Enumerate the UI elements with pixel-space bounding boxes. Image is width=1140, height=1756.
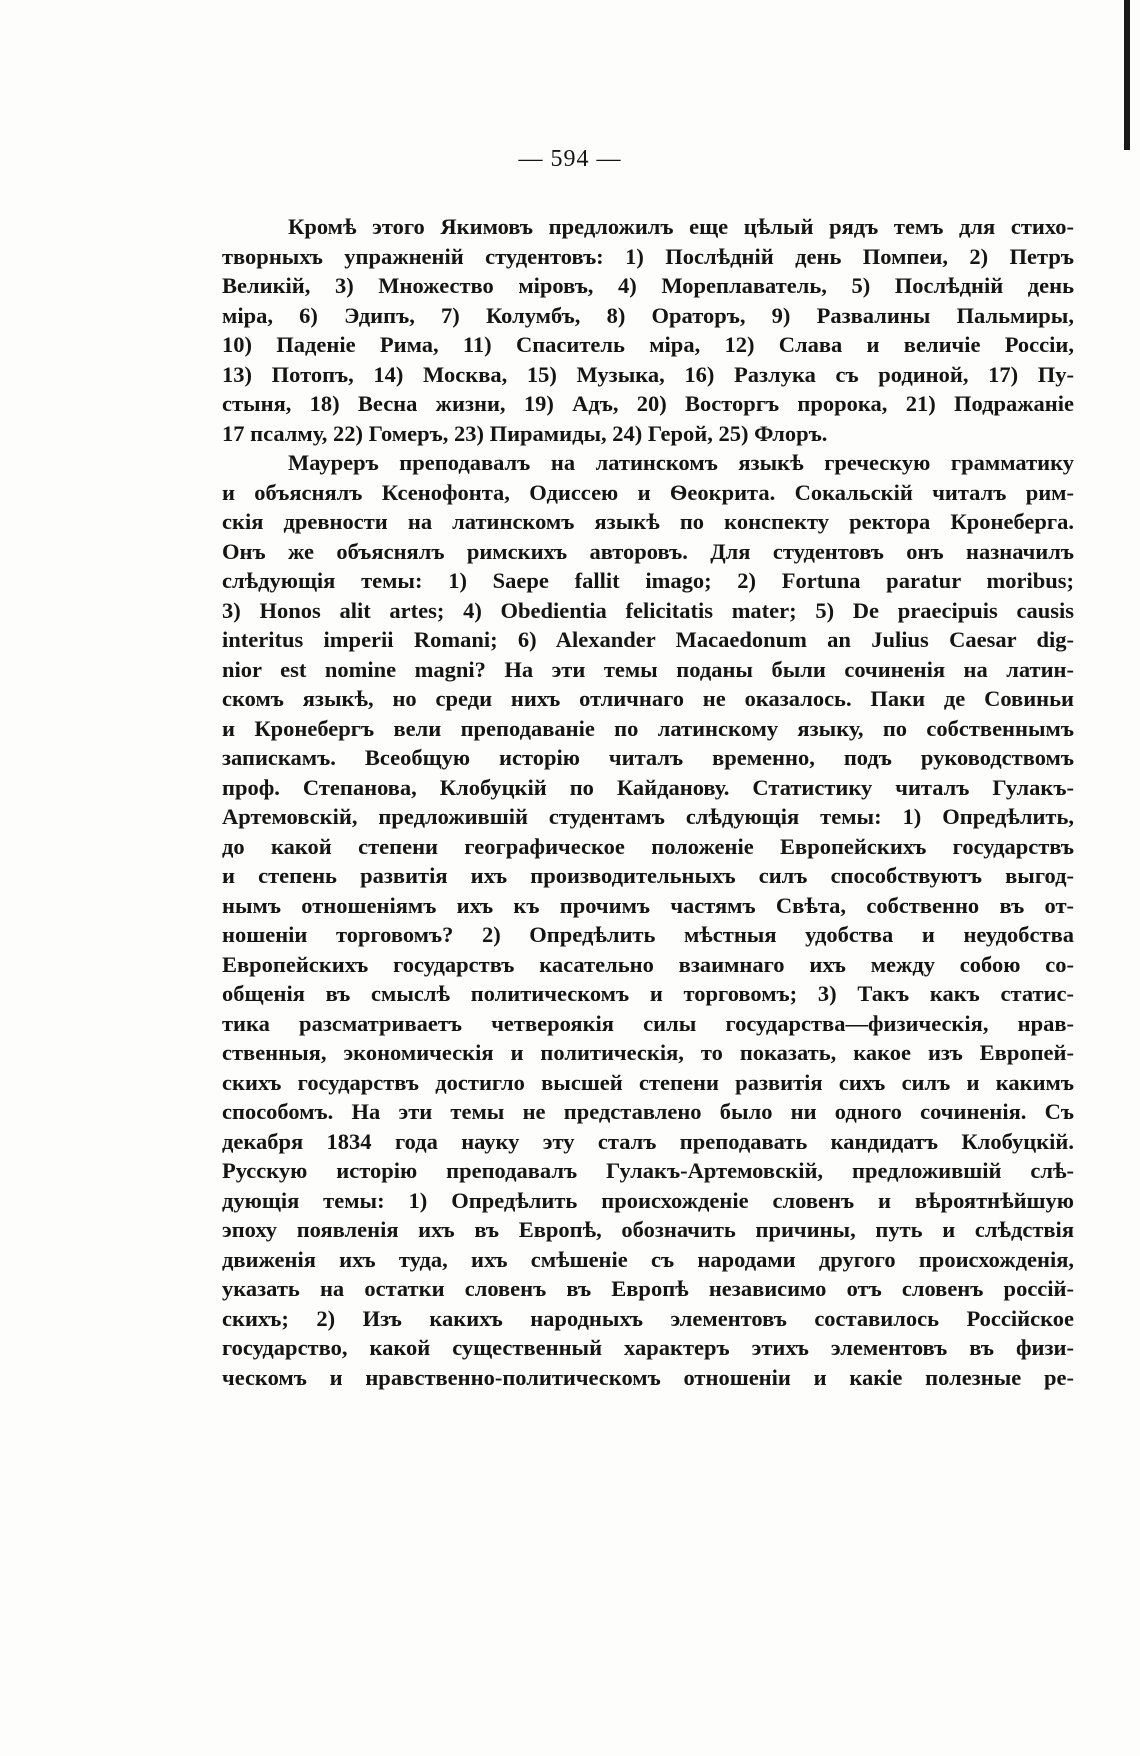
text-line: стыня, 18) Весна жизни, 19) Адъ, 20) Восторгъ пророка, 21) Подражаніе: [222, 391, 1074, 416]
text-line: способомъ. На эти темы не представлено было ни одного сочиненія. Съ: [222, 1099, 1074, 1124]
text-line: запискамъ. Всеобщую исторію читалъ временно, подъ руководствомъ: [222, 745, 1074, 770]
text-line: міра, 6) Эдипъ, 7) Колумбъ, 8) Ораторъ, 9) Развалины Пальмиры,: [222, 302, 1074, 328]
text-line: нымъ отношеніямъ ихъ къ прочимъ частямъ Свѣта, собственно въ от-: [222, 892, 1074, 918]
body-text: [222, 212, 1074, 1392]
text-line: тика разсматриваетъ четвероякія силы государства—физическія, нрав-: [222, 1010, 1074, 1036]
text-line: указать на остатки словенъ въ Европѣ независимо отъ словенъ россій-: [222, 1276, 1074, 1301]
text-line: эпоху появленія ихъ въ Европѣ, обозначить причины, путь и слѣдствія: [222, 1217, 1074, 1242]
text-line: и объяснялъ Ксенофонта, Одиссею и Ѳеокрита. Сокальскій читалъ рим-: [222, 479, 1074, 505]
text-line: ственныя, экономическія и политическія, то показать, какое изъ Европей-: [222, 1040, 1074, 1065]
text-line: 17 псалму, 22) Гомеръ, 23) Пирамиды, 24) Герой, 25) Флоръ.: [222, 420, 828, 446]
text-line: Русскую исторію преподавалъ Гулакъ-Артемовскій, предложившій слѣ-: [222, 1158, 1074, 1183]
text-line: 13) Потопъ, 14) Москва, 15) Музыка, 16) Разлука съ родиной, 17) Пу-: [222, 361, 1074, 387]
text-line: interitus imperii Romani; 6) Alexander Macaedonum an Julius Caesar dig-: [222, 627, 1074, 652]
text-line: и степень развитія ихъ производительныхъ силъ способствуютъ выгод-: [222, 863, 1074, 888]
text-line: Артемовскій, предложившій студентамъ слѣдующія темы: 1) Опредѣлить,: [222, 804, 1074, 829]
text-line: декабря 1834 года науку эту сталъ преподавать кандидатъ Клобуцкій.: [222, 1128, 1074, 1154]
text-line: движенія ихъ туда, ихъ смѣшеніе съ народами другого происхожденія,: [222, 1246, 1074, 1272]
text-line: общенія въ смыслѣ политическомъ и торговомъ; 3) Такъ какъ статис-: [222, 981, 1074, 1006]
text-line: ношеніи торговомъ? 2) Опредѣлить мѣстныя удобства и неудобства: [222, 922, 1074, 947]
text-line: слѣдующія темы: 1) Saepe fallit imago; 2) Fortuna paratur moribus;: [222, 568, 1074, 593]
text-line: Мауреръ преподавалъ на латинскомъ языкѣ греческую грамматику: [288, 450, 1074, 475]
text-line: Кромѣ этого Якимовъ предложилъ еще цѣлый рядъ темъ для стихо-: [288, 214, 1074, 239]
text-line: 3) Honos alit artes; 4) Obedientia felicitatis mater; 5) De praecipuis causis: [222, 597, 1074, 623]
text-line: скихъ государствъ достигло высшей степени развитія сихъ силъ и какимъ: [222, 1069, 1074, 1095]
page-number: — 594 —: [518, 146, 622, 172]
text-line: дующія темы: 1) Опредѣлить происхожденіе словенъ и вѣроятнѣйшую: [222, 1187, 1074, 1213]
text-line: 10) Паденіе Рима, 11) Спаситель міра, 12) Слава и величіе Россіи,: [222, 332, 1074, 357]
text-line: и Кронебергъ вели преподаваніе по латинскому языку, по собственнымъ: [222, 715, 1074, 741]
text-line: государство, какой существенный характеръ этихъ элементовъ въ физи-: [222, 1335, 1074, 1360]
text-line: творныхъ упражненій студентовъ: 1) Послѣдній день Помпеи, 2) Петръ: [222, 243, 1074, 269]
scan-edge-line: [1124, 0, 1130, 150]
text-line: скомъ языкѣ, но среди нихъ отличнаго не оказалось. Паки де Совиньи: [222, 686, 1074, 711]
text-line: Онъ же объяснялъ римскихъ авторовъ. Для студентовъ онъ назначилъ: [222, 538, 1074, 564]
text-line: Европейскихъ государствъ касательно взаимнаго ихъ между собою со-: [222, 951, 1074, 977]
text-line: скія древности на латинскомъ языкѣ по конспекту ректора Кронеберга.: [222, 509, 1074, 534]
text-line: до какой степени географическое положеніе Европейскихъ государствъ: [222, 833, 1074, 859]
text-line: Великій, 3) Множество міровъ, 4) Мореплаватель, 5) Послѣдній день: [222, 273, 1074, 298]
text-line: nior est nomine magni? На эти темы поданы были сочиненія на латин-: [222, 656, 1074, 682]
text-line: ческомъ и нравственно-политическомъ отношеніи и какіе полезные ре-: [222, 1364, 1074, 1390]
text-line: проф. Степанова, Клобуцкій по Кайданову. Статистику читалъ Гулакъ-: [222, 774, 1074, 800]
text-line: скихъ; 2) Изъ какихъ народныхъ элементовъ составилось Россійское: [222, 1305, 1074, 1331]
